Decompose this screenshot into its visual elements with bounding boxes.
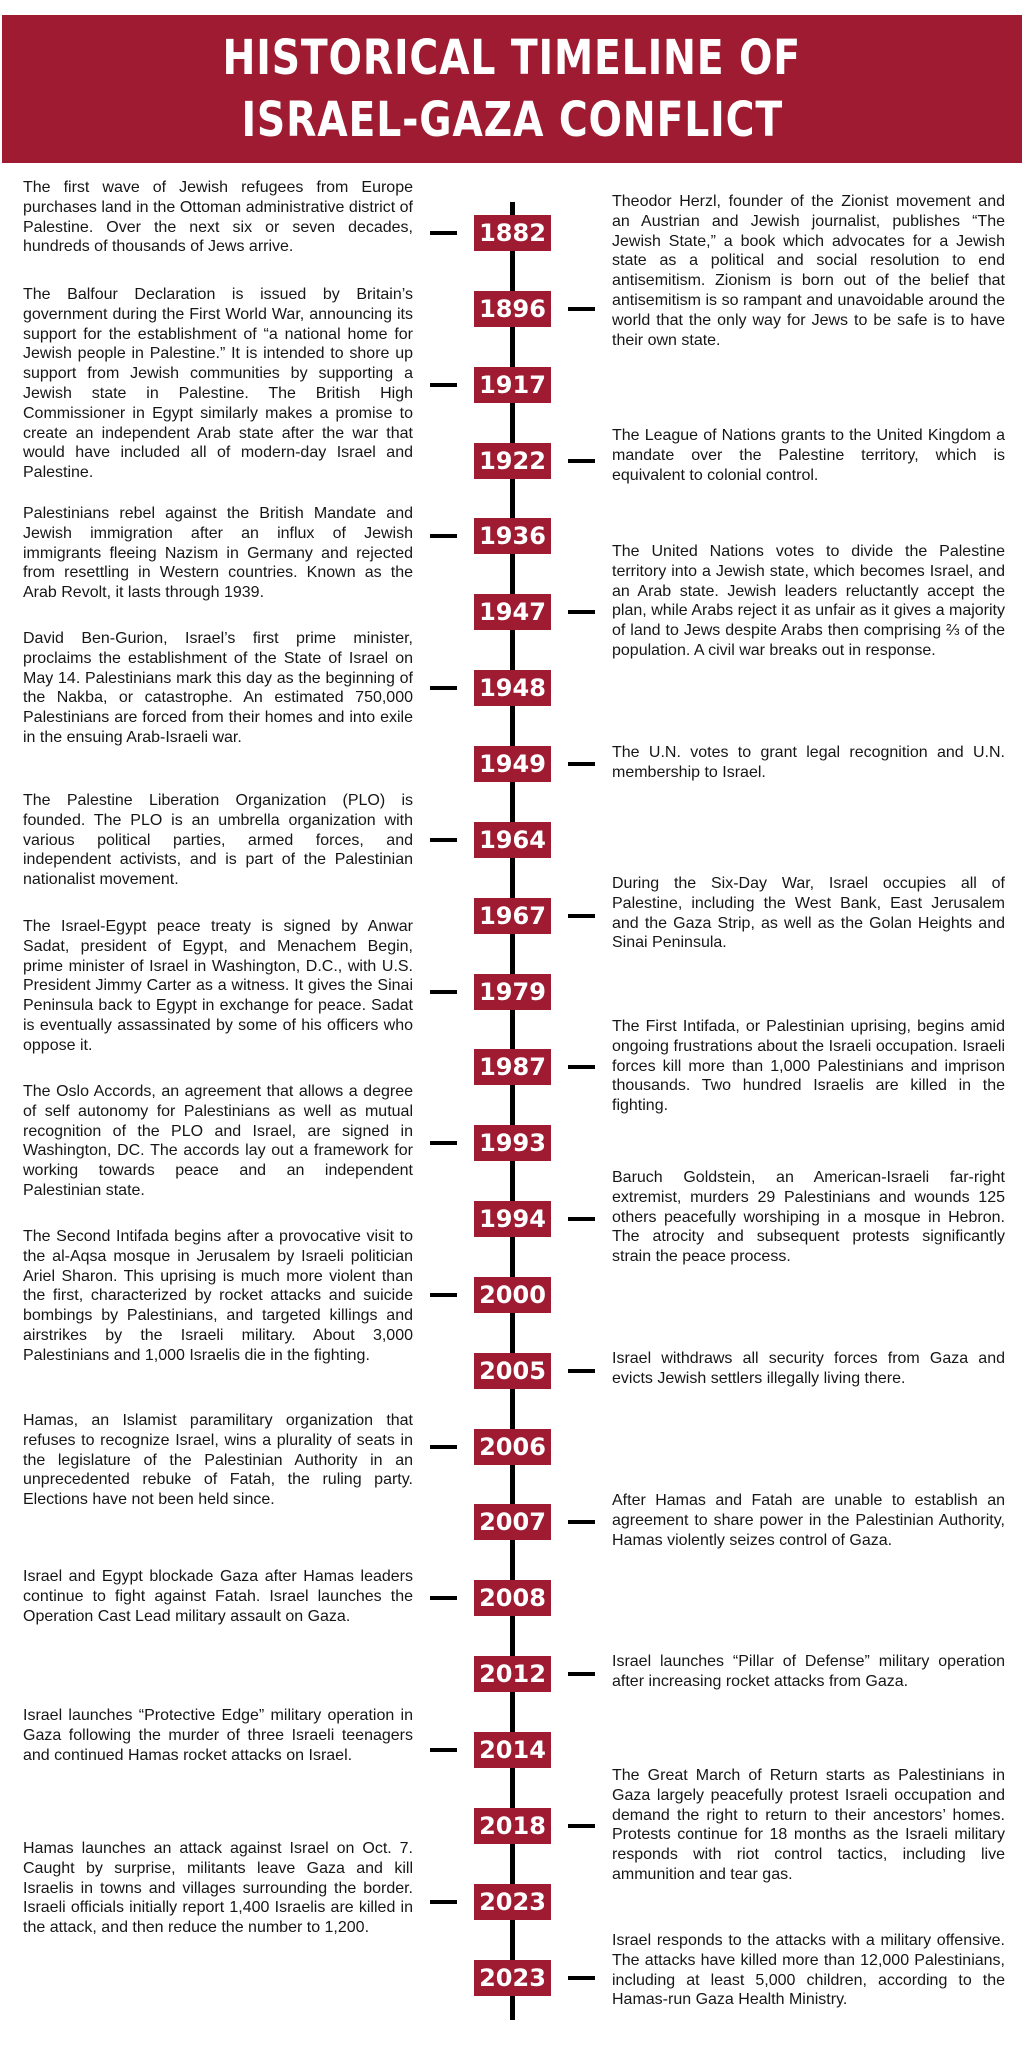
year-marker: 2008 [474, 1580, 551, 1616]
event-description: Israel responds to the attacks with a military offensive. The attacks have killed more than 12,000 Palestinians, including at least 5,000 children, according to the Hamas-run Gaza Health Ministry. [612, 1932, 1005, 2009]
year-marker: 2018 [474, 1808, 551, 1844]
year-marker: 1882 [474, 215, 551, 251]
year-marker: 1979 [474, 974, 551, 1010]
year-marker: 1993 [474, 1125, 551, 1161]
event-description: The Oslo Accords, an agreement that allows a degree of self autonomy for Palestinians as well as mutual recognition of the PLO and Israel, are signed in Washington, DC. The accords lay out a framework for working towards peace and an independent Palestinian state. [23, 1083, 413, 1199]
event-description: The first wave of Jewish refugees from Europe purchases land in the Ottoman administrative district of Palestine. Over the next six or seven decades, hundreds of thousands of Jews arrive. [23, 179, 413, 256]
connector-tick [568, 762, 595, 766]
connector-tick [430, 1748, 457, 1752]
page-title-line-1: HISTORICAL TIMELINE OF [222, 30, 802, 86]
connector-tick [430, 1293, 457, 1297]
connector-tick [430, 1445, 457, 1449]
connector-tick [568, 307, 595, 311]
connector-tick [430, 990, 457, 994]
year-marker: 2006 [474, 1429, 551, 1465]
event-description: The Balfour Declaration is issued by Britain’s government during the First World War, announcing its support for the establishment of “a national home for Jewish people in Palestine.” It is intended to shore up support from Jewish communities by supporting a Jewish state in Palestine. The British High Commissioner in Egypt similarly makes a promise to create an independent Arab state after the war that would have included all of modern-day Israel and Palestine. [23, 286, 413, 482]
event-description: Baruch Goldstein, an American-Israeli far-right extremist, murders 29 Palestinians and wounds 125 others peacefully worshiping in a mosque in Hebron. The atrocity and subsequent protests significantly strain the peace process. [612, 1169, 1005, 1266]
connector-tick [430, 231, 457, 235]
event-description: Hamas, an Islamist paramilitary organization that refuses to recognize Israel, wins a plurality of seats in the legislature of the Palestinian Authority in an unprecedented rebuke of Fatah, the ruling party. Elections have not been held since. [23, 1412, 413, 1509]
event-description: The Second Intifada begins after a provocative visit to the al-Aqsa mosque in Jerusalem by Israeli politician Ariel Sharon. This uprising is much more violent than the first, characterized by rocket attacks and suicide bombings by Palestinians, and targeted killings and airstrikes by the Israeli military. About 3,000 Palestinians and 1,000 Israelis die in the fighting. [23, 1228, 413, 1364]
year-marker: 1994 [474, 1201, 551, 1237]
year-marker: 1948 [474, 670, 551, 706]
connector-tick [568, 1369, 595, 1373]
event-description: Hamas launches an attack against Israel on Oct. 7. Caught by surprise, militants leave Gaza and kill Israelis in towns and villages surrounding the border. Israeli officials initially report 1,400 Israelis are killed in the attack, and then reduce the number to 1,200. [23, 1840, 413, 1937]
event-description: The Israel-Egypt peace treaty is signed by Anwar Sadat, president of Egypt, and Menachem Begin, prime minister of Israel in Washington, D.C., with U.S. President Jimmy Carter as a witness. It gives the Sinai Peninsula back to Egypt in exchange for peace. Sadat is eventually assassinated by some of his officers who oppose it. [23, 918, 413, 1054]
year-marker: 1947 [474, 594, 551, 630]
year-marker: 2000 [474, 1277, 551, 1313]
event-description: Israel withdraws all security forces from Gaza and evicts Jewish settlers illegally living there. [612, 1350, 1005, 1387]
year-marker: 1949 [474, 746, 551, 782]
event-description: David Ben-Gurion, Israel’s first prime minister, proclaims the establishment of the State of Israel on May 14. Palestinians mark this day as the beginning of the Nakba, or catastrophe. An estimated 750,000 Palestinians are forced from their homes and into exile in the ensuing Arab-Israeli war. [23, 630, 413, 746]
event-description: Palestinians rebel against the British Mandate and Jewish immigration after an influx of Jewish immigrants fleeing Nazism in Germany and rejected from resettling in Western countries. Known as the Arab Revolt, it lasts through 1939. [23, 505, 413, 602]
connector-tick [430, 1141, 457, 1145]
year-marker: 2007 [474, 1504, 551, 1540]
connector-tick [430, 838, 457, 842]
connector-tick [430, 383, 457, 387]
title-banner [2, 15, 1022, 163]
event-description: Theodor Herzl, founder of the Zionist movement and an Austrian and Jewish journalist, publishes “The Jewish State,” a book which advocates for a Jewish state as a political and social resolution to end antisemitism. Zionism is born out of the belief that antisemitism is so rampant and unavoidable around the world that the only way for Jews to be safe is to have their own state. [612, 193, 1005, 349]
event-description: The United Nations votes to divide the Palestine territory into a Jewish state, which becomes Israel, and an Arab state. Jewish leaders reluctantly accept the plan, while Arabs reject it as unfair as it gives a majority of land to Jews despite Arabs then comprising ⅔ of the population. A civil war breaks out in response. [612, 543, 1005, 659]
event-description: After Hamas and Fatah are unable to establish an agreement to share power in the Palestinian Authority, Hamas violently seizes control of Gaza. [612, 1492, 1005, 1549]
page-title-line-2: ISRAEL-GAZA CONFLICT [241, 92, 783, 148]
year-marker: 1936 [474, 518, 551, 554]
connector-tick [568, 459, 595, 463]
connector-tick [568, 1520, 595, 1524]
year-marker: 1922 [474, 443, 551, 479]
year-marker: 1987 [474, 1049, 551, 1085]
year-marker: 1917 [474, 367, 551, 403]
connector-tick [568, 1217, 595, 1221]
event-description: The League of Nations grants to the United Kingdom a mandate over the Palestine territory, which is equivalent to colonial control. [612, 427, 1005, 484]
year-marker: 2014 [474, 1732, 551, 1768]
connector-tick [568, 1824, 595, 1828]
connector-tick [568, 914, 595, 918]
year-marker: 2005 [474, 1353, 551, 1389]
connector-tick [430, 1900, 457, 1904]
year-marker: 1967 [474, 898, 551, 934]
year-marker: 1896 [474, 291, 551, 327]
event-description: The Palestine Liberation Organization (PLO) is founded. The PLO is an umbrella organization with various political parties, armed forces, and independent activists, and is part of the Palestinian nationalist movement. [23, 792, 413, 889]
event-description: Israel launches “Pillar of Defense” military operation after increasing rocket attacks from Gaza. [612, 1653, 1005, 1690]
connector-tick [568, 610, 595, 614]
event-description: Israel launches “Protective Edge” military operation in Gaza following the murder of three Israeli teenagers and continued Hamas rocket attacks on Israel. [23, 1707, 413, 1764]
year-marker: 2023 [474, 1884, 551, 1920]
event-description: The Great March of Return starts as Palestinians in Gaza largely peacefully protest Israeli occupation and demand the right to return to their ancestors’ homes. Protests continue for 18 months as the Israeli military responds with riot control tactics, including live ammunition and tear gas. [612, 1767, 1005, 1883]
connector-tick [430, 686, 457, 690]
event-description: Israel and Egypt blockade Gaza after Hamas leaders continue to fight against Fatah. Israel launches the Operation Cast Lead military assault on Gaza. [23, 1568, 413, 1625]
year-marker: 1964 [474, 822, 551, 858]
year-marker: 2012 [474, 1656, 551, 1692]
connector-tick [430, 534, 457, 538]
connector-tick [568, 1065, 595, 1069]
connector-tick [568, 1976, 595, 1980]
connector-tick [568, 1672, 595, 1676]
year-marker: 2023 [474, 1960, 551, 1996]
event-description: The U.N. votes to grant legal recognition and U.N. membership to Israel. [612, 744, 1005, 781]
event-description: The First Intifada, or Palestinian uprising, begins amid ongoing frustrations about the Israeli occupation. Israeli forces kill more than 1,000 Palestinians and imprison thousands. Two hundred Israelis are killed in the fighting. [612, 1018, 1005, 1115]
connector-tick [430, 1596, 457, 1600]
event-description: During the Six-Day War, Israel occupies all of Palestine, including the West Bank, East Jerusalem and the Gaza Strip, as well as the Golan Heights and Sinai Peninsula. [612, 875, 1005, 952]
